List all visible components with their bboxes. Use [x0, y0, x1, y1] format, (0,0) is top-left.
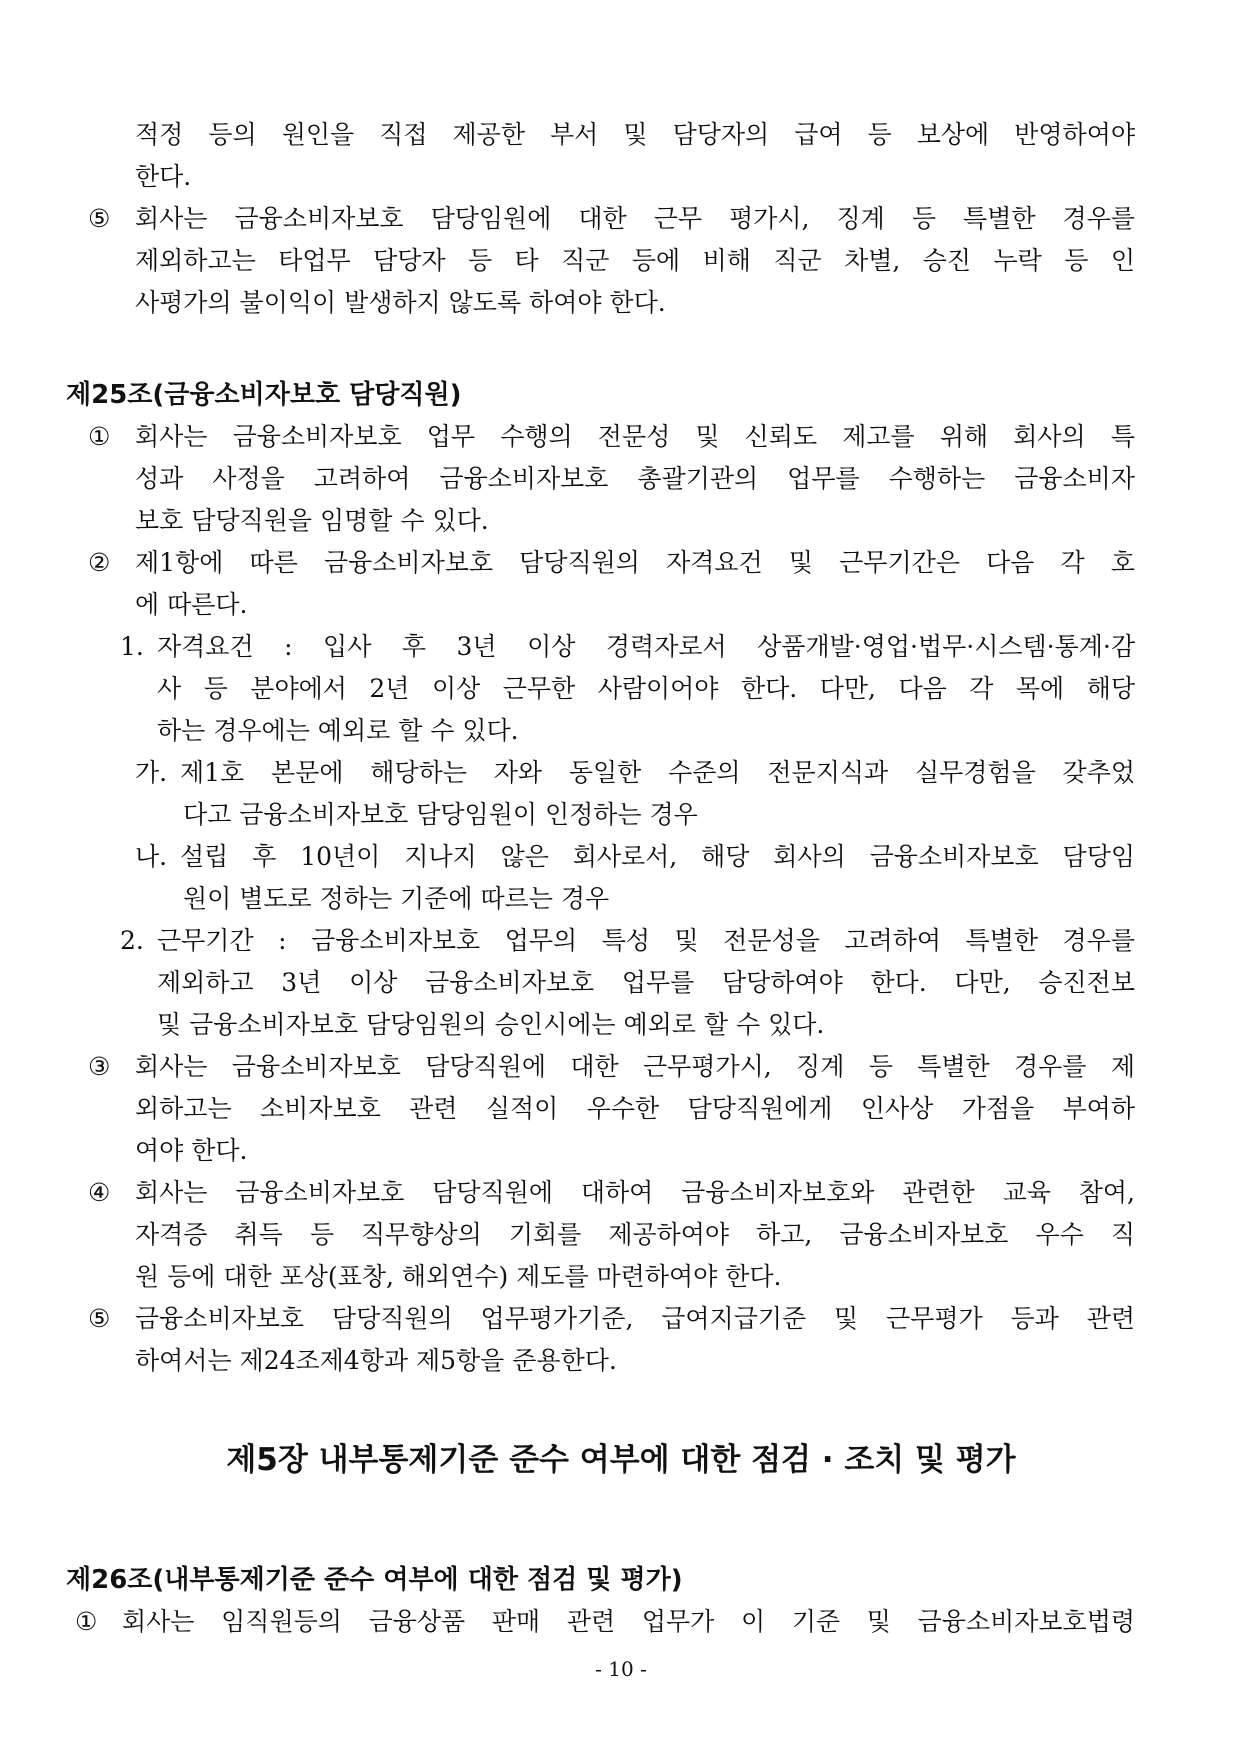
item-line: 제외하고 3년 이상 금융소비자보호 업무를 담당하여야 한다. 다만, 승진전보	[157, 968, 1135, 997]
item-marker: 2.	[120, 926, 144, 955]
paragraph-line: 한다.	[135, 162, 192, 191]
subitem-line: 설립 후 10년이 지나지 않은 회사로서, 해당 회사의 금융소비자보호 담당임	[180, 842, 1135, 871]
paragraph-line: 에 따른다.	[135, 590, 248, 619]
paragraph-marker: ④	[88, 1178, 111, 1207]
paragraph-marker: ①	[88, 422, 111, 451]
item-line: 근무기간 : 금융소비자보호 업무의 특성 및 전문성을 고려하여 특별한 경우를	[157, 926, 1135, 955]
subitem-marker: 가.	[135, 758, 168, 787]
paragraph-line: 자격증 취득 등 직무향상의 기회를 제공하여야 하고, 금융소비자보호 우수 직	[135, 1220, 1135, 1249]
item-marker: 1.	[120, 632, 144, 661]
paragraph-line: 회사는 금융소비자보호 업무 수행의 전문성 및 신뢰도 제고를 위해 회사의 특	[135, 422, 1135, 451]
item-line: 자격요건 : 입사 후 3년 이상 경력자로서 상품개발·영업·법무·시스템·통계·감	[157, 632, 1135, 661]
paragraph-line: 금융소비자보호 담당직원의 업무평가기준, 급여지급기준 및 근무평가 등과 관련	[135, 1304, 1135, 1333]
item-line: 하는 경우에는 예외로 할 수 있다.	[157, 716, 519, 745]
paragraph-marker: ⑤	[88, 204, 111, 233]
article-heading: 제26조(내부통제기준 준수 여부에 대한 점검 및 평가)	[66, 1565, 683, 1595]
paragraph-marker: ①	[75, 1607, 98, 1636]
paragraph-line: 제외하고는 타업무 담당자 등 타 직군 등에 비해 직군 차별, 승진 누락 등 인	[135, 246, 1135, 275]
paragraph-line: 회사는 금융소비자보호 담당직원에 대한 근무평가시, 징계 등 특별한 경우를 제	[135, 1052, 1135, 1081]
paragraph-line: 원 등에 대한 포상(표창, 해외연수) 제도를 마련하여야 한다.	[135, 1262, 782, 1291]
paragraph-line: 하여서는 제24조제4항과 제5항을 준용한다.	[135, 1346, 617, 1375]
paragraph-line: 여야 한다.	[135, 1136, 248, 1165]
paragraph-line: 외하고는 소비자보호 관련 실적이 우수한 담당직원에게 인사상 가점을 부여하	[135, 1094, 1135, 1123]
paragraph-line: 사평가의 불이익이 발생하지 않도록 하여야 한다.	[135, 288, 666, 317]
paragraph-marker: ⑤	[88, 1304, 111, 1333]
subitem-line: 다고 금융소비자보호 담당임원이 인정하는 경우	[183, 800, 698, 829]
item-line: 및 금융소비자보호 담당임원의 승인시에는 예외로 할 수 있다.	[157, 1010, 825, 1039]
paragraph-marker: ②	[88, 548, 111, 577]
chapter-heading: 제5장 내부통제기준 준수 여부에 대한 점검 · 조치 및 평가	[226, 1442, 1016, 1478]
paragraph-line: 제1항에 따른 금융소비자보호 담당직원의 자격요건 및 근무기간은 다음 각 호	[135, 548, 1135, 577]
subitem-marker: 나.	[135, 842, 168, 871]
page-number: - 10 -	[595, 1657, 647, 1681]
paragraph-line: 회사는 임직원등의 금융상품 판매 관련 업무가 이 기준 및 금융소비자보호법령	[122, 1607, 1135, 1636]
paragraph-line: 성과 사정을 고려하여 금융소비자보호 총괄기관의 업무를 수행하는 금융소비자	[135, 464, 1135, 493]
subitem-line: 원이 별도로 정하는 기준에 따르는 경우	[183, 884, 610, 913]
article-heading: 제25조(금융소비자보호 담당직원)	[66, 380, 462, 410]
paragraph-line: 회사는 금융소비자보호 담당임원에 대한 근무 평가시, 징계 등 특별한 경우를	[135, 204, 1135, 233]
paragraph-line: 적정 등의 원인을 직접 제공한 부서 및 담당자의 급여 등 보상에 반영하여야	[135, 120, 1135, 149]
subitem-line: 제1호 본문에 해당하는 자와 동일한 수준의 전문지식과 실무경험을 갖추었	[180, 758, 1135, 787]
paragraph-line: 회사는 금융소비자보호 담당직원에 대하여 금융소비자보호와 관련한 교육 참여,	[135, 1178, 1135, 1207]
paragraph-line: 보호 담당직원을 임명할 수 있다.	[135, 506, 489, 535]
item-line: 사 등 분야에서 2년 이상 근무한 사람이어야 한다. 다만, 다음 각 목에 해당	[157, 674, 1135, 703]
paragraph-marker: ③	[88, 1052, 111, 1081]
